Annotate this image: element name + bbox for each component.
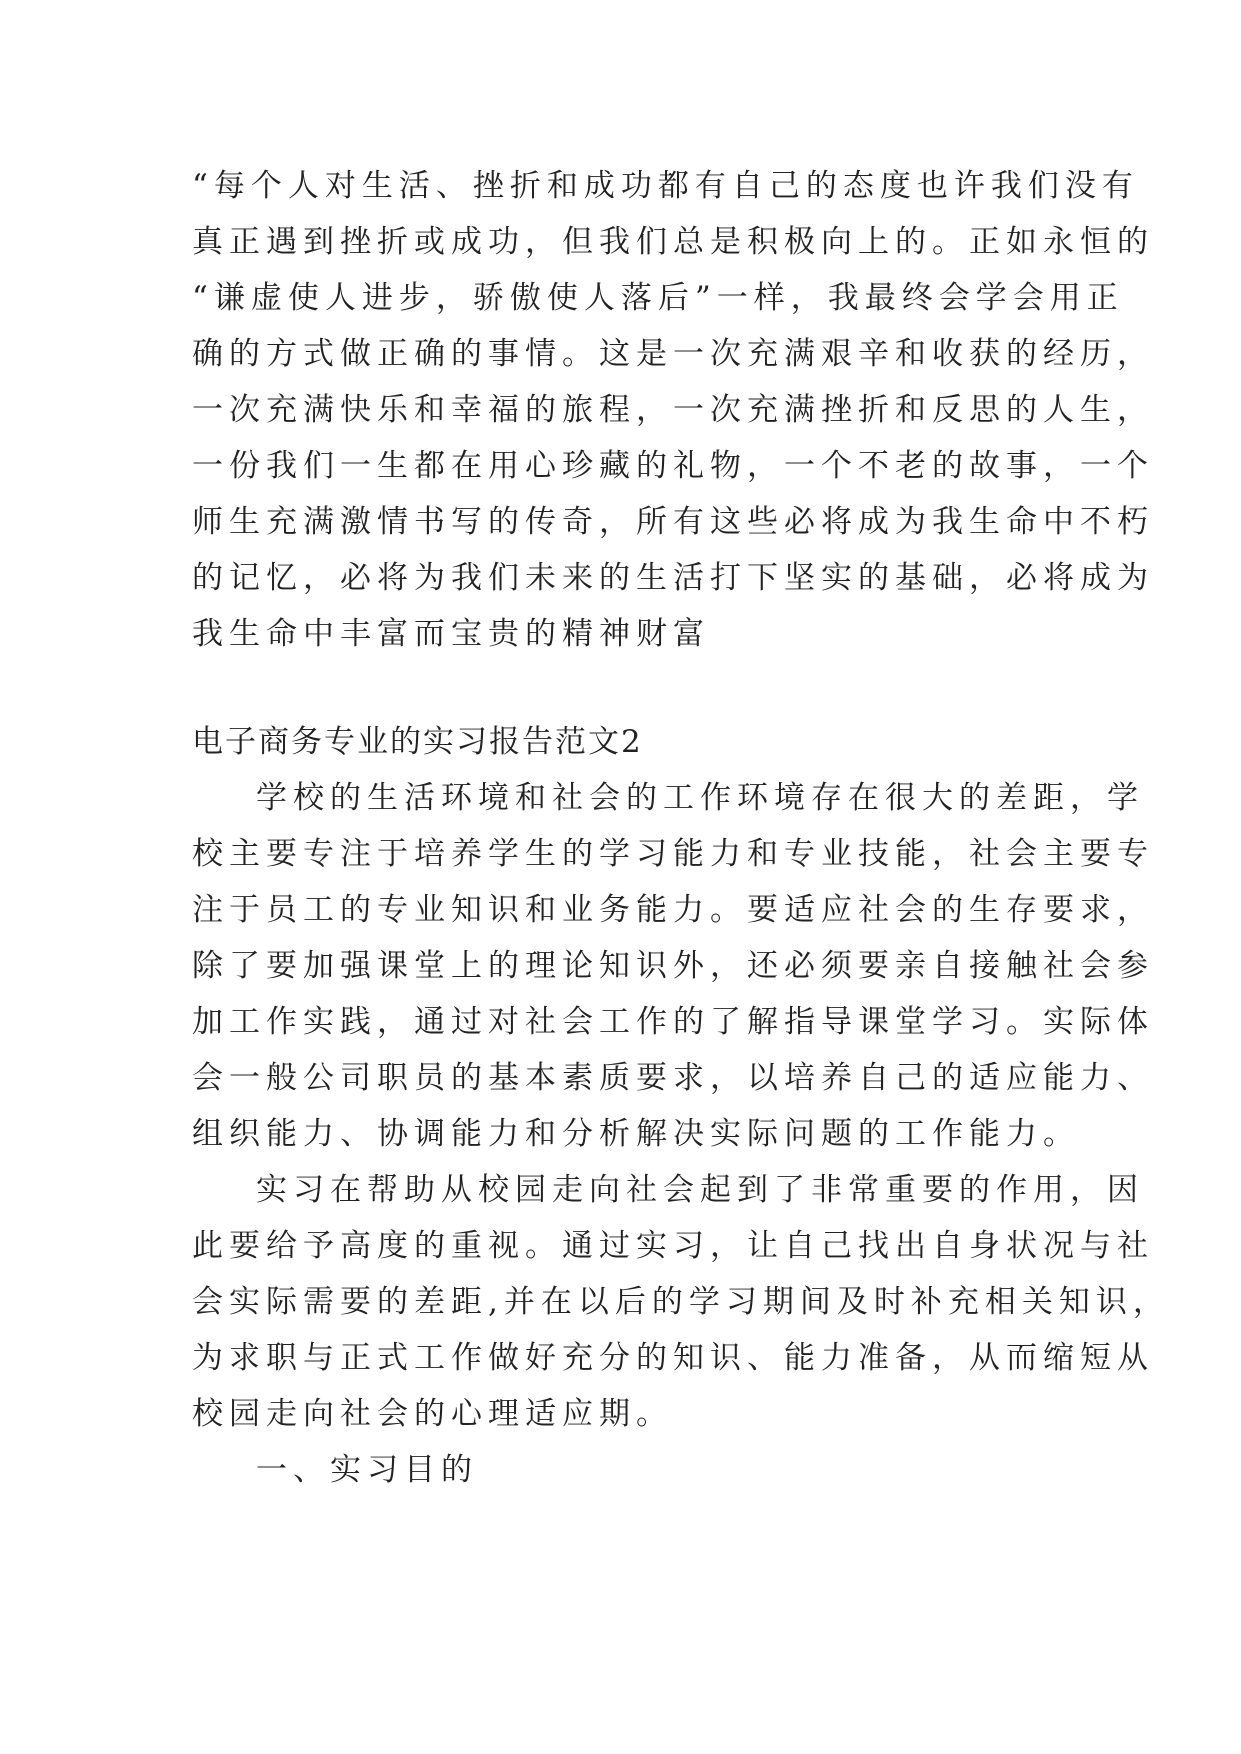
- paragraph-line: 为求职与正式工作做好充分的知识、能力准备，从而缩短从: [192, 1340, 1154, 1376]
- paragraph-line: 校主要专注于培养学生的学习能力和专业技能，社会主要专: [192, 836, 1154, 872]
- paragraph-line: 会实际需要的差距,并在以后的学习期间及时补充相关知识，: [192, 1284, 1170, 1320]
- paragraph-line: 学校的生活环境和社会的工作环境存在很大的差距，学: [256, 780, 1144, 816]
- paragraph-line: 我生命中丰富而宝贵的精神财富: [192, 616, 710, 652]
- paragraph-line: 实习在帮助从校园走向社会起到了非常重要的作用，因: [256, 1172, 1144, 1208]
- paragraph-line: 除了要加强课堂上的理论知识外，还必须要亲自接触社会参: [192, 948, 1154, 984]
- paragraph-line: 校园走向社会的心理适应期。: [192, 1396, 673, 1432]
- paragraph-line: 一份我们一生都在用心珍藏的礼物，一个不老的故事，一个: [192, 448, 1154, 484]
- paragraph-line: 的记忆，必将为我们未来的生活打下坚实的基础，必将成为: [192, 560, 1154, 596]
- paragraph-line: 确的方式做正确的事情。这是一次充满艰辛和收获的经历，: [192, 336, 1154, 372]
- paragraph-line: 师生充满激情书写的传奇，所有这些必将成为我生命中不朽: [192, 504, 1154, 540]
- paragraph-line: 此要给予高度的重视。通过实习，让自己找出自身状况与社: [192, 1228, 1154, 1264]
- paragraph-line: 真正遇到挫折或成功，但我们总是积极向上的。正如永恒的: [192, 224, 1154, 260]
- paragraph-line: “每个人对生活、挫折和成功都有自己的态度也许我们没有: [192, 168, 1139, 204]
- paragraph-line: “谦虚使人进步，骄傲使人落后”一样，我最终会学会用正: [192, 280, 1124, 316]
- subheading: 一、实习目的: [256, 1452, 478, 1488]
- paragraph-line: 组织能力、协调能力和分析解决实际问题的工作能力。: [192, 1116, 1080, 1152]
- paragraph-line: 注于员工的专业知识和业务能力。要适应社会的生存要求，: [192, 892, 1154, 928]
- paragraph-line: 一次充满快乐和幸福的旅程，一次充满挫折和反思的人生，: [192, 392, 1154, 428]
- paragraph-line: 加工作实践，通过对社会工作的了解指导课堂学习。实际体: [192, 1004, 1154, 1040]
- section-title: 电子商务专业的实习报告范文2: [192, 724, 643, 760]
- paragraph-line: 会一般公司职员的基本素质要求，以培养自己的适应能力、: [192, 1060, 1154, 1096]
